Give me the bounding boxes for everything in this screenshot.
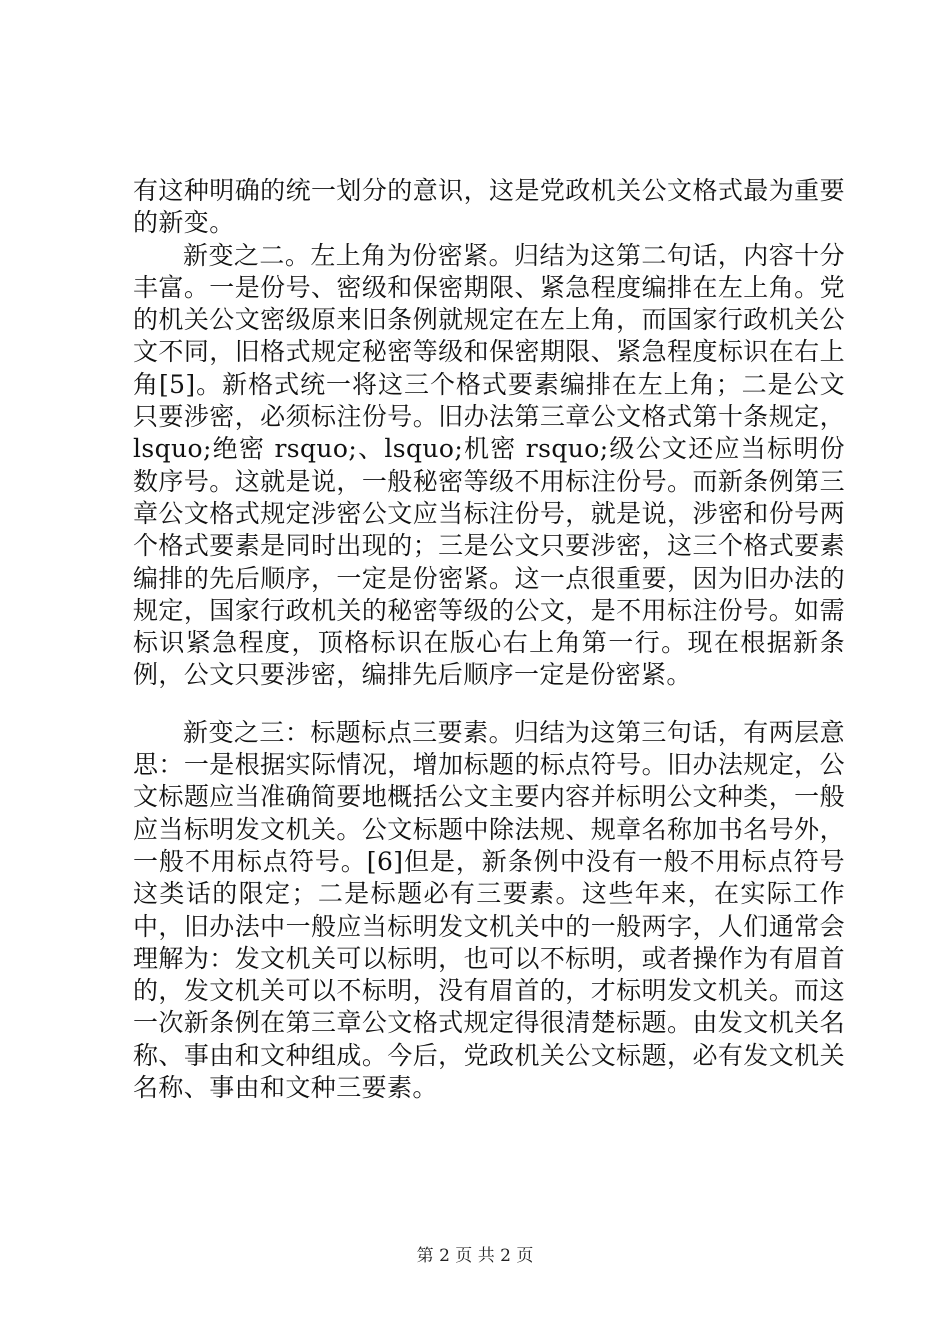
paragraph-continuation: 有这种明确的统一划分的意识，这是党政机关公文格式最为重要的新变。 (133, 176, 845, 238)
page-footer: 第 2 页 共 2 页 (416, 1246, 534, 1266)
document-body (133, 175, 845, 1104)
paragraph-third-change: 新变之三：标题标点三要素。归结为这第三句话，有两层意思：一是根据实际情况，增加标题的标点符号。旧办法规定，公文标题应当准确简要地概括公文主要内容并标明公文种类，一般应当标明发文机关。公文标题中除法规、规章名称加书名号外，一般不用标点符号。[6]但是，新条例中没有一般不用标点符号这类话的限定；二是标题必有三要素。这些年来，在实际工作中，旧办法中一般应当标明发文机关中的一般两字，人们通常会理解为：发文机关可以标明，也可以不标明，或者操作为有眉首的，发文机关可以不标明，没有眉首的，才标明发文机关。而这一次新条例在第三章公文格式规定得很清楚标题。由发文机关名称、事由和文种组成。今后，党政机关公文标题，必有发文机关名称、事由和文种三要素。 (133, 717, 845, 1103)
paragraph-second-change: 新变之二。左上角为份密紧。归结为这第二句话，内容十分丰富。一是份号、密级和保密期限、紧急程度编排在左上角。党的机关公文密级原来旧条例就规定在左上角，而国家行政机关公文不同，旧格式规定秘密等级和保密期限、紧急程度标识在右上角[5]。新格式统一将这三个格式要素编排在左上角；二是公文只要涉密，必须标注份号。旧办法第三章公文格式第十条规定，lsquo;绝密 rsquo;、lsquo;机密 rsquo;级公文还应当标明份数序号。这就是说，一般秘密等级不用标注份号。而新条例第三章公文格式规定涉密公文应当标注份号，就是说，涉密和份号两个格式要素是同时出现的；三是公文只要涉密，这三个格式要素编排的先后顺序，一定是份密紧。这一点很重要，因为旧办法的规定，国家行政机关的秘密等级的公文，是不用标注份号。如需标识紧急程度，顶格标识在版心右上角第一行。现在根据新条例，公文只要涉密，编排先后顺序一定是份密紧。 (133, 240, 845, 690)
